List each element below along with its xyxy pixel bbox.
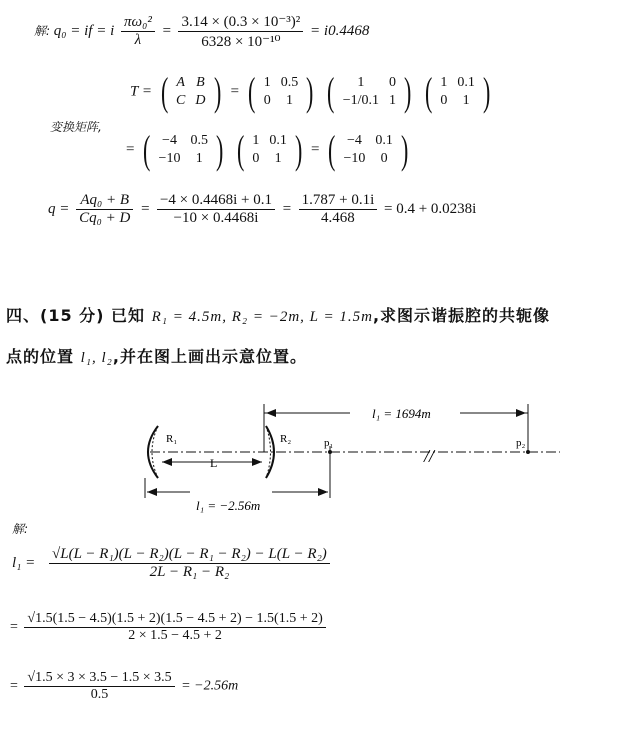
solution-label: 解: [34,23,51,38]
t-lhs: T = [130,83,152,100]
fraction-numeric: $\frac{\text{3.14 × (0.3 × 10⁻³)²}}{\text{6328 × 10⁻¹⁰}}$ [178,12,303,51]
label-r1: R₁ [166,433,178,445]
axis-break-mark: // [424,446,435,466]
point-p2 [526,450,530,454]
matrix-a: ( 1 0.5 0 1 ) [248,69,314,114]
q0-result: = i0.4468 [310,22,370,39]
t-matrix-equation: T = ( A B C D ) = ( 1 0.5 0 1 ) ( 1 0 −1/0.1 1 ) ( 1 0.1 0 1 ) [130,72,495,112]
transform-matrix-label: 变换矩阵, [50,120,102,134]
q0-equation: 解: q₀ = if = i $\frac{\text{πω₀²}}{\lambda}$ = $\frac{\text{3.14 × (0.3 × 10⁻³)²}}{\text{6328 × 10⁻¹⁰}}$ = i0.4468 [34,14,370,50]
matrix-product-equation: = ( −4 0.5 −10 1 ) ( 1 0.1 0 1 ) = ( −4 0.1 −10 0 ) [126,130,413,170]
l1-final-result: = −2.56m [181,678,239,694]
q-equation: q = $\frac{\text{Aq₀ + B}}{\text{Cq₀ + D}}$ = $\frac{-4 \times 0.4468i + 0.1}{-10 \times 0.4468i}$ = $\frac{1.787 + 0.1i}{4.468}$ = 0.4 + 0.0238i [48,192,477,226]
q-fraction-abcd: $\frac{\text{Aq₀ + B}}{\text{Cq₀ + D}}$ [76,192,133,227]
label-l1-top: l₁ = 1694m [372,406,431,421]
matrix-abcd: ( A B C D ) [160,69,221,114]
matrix-d: ( −4 0.5 −10 1 ) [143,127,224,172]
fraction-pi-omega: $\frac{\text{πω₀²}}{\lambda}$ [121,14,155,49]
q-lhs: q = [48,200,70,217]
label-p1: p₁ [324,437,334,449]
l1-substituted-fraction: $\frac{√1.5(1.5 - 4.5)(1.5 + 2)(1.5 - 4.5 + 2) - 1.5(1.5 + 2)}{2 \times 1.5 - 4.5 + 2}$ [24,611,325,644]
l1-substituted: = $\frac{√1.5(1.5 - 4.5)(1.5 + 2)(1.5 - 4.5 + 2) - 1.5(1.5 + 2)}{2 \times 1.5 - 4.5 + 2}$ [10,611,329,644]
l1-formula [12,546,333,581]
label-l1-bottom: l₁ = −2.56m [196,498,261,513]
problem4-line1: 四、(15 分) 已知 R₁ = 4.5m, R₂ = −2m, L = 1.5m,求图示谐振腔的共轭像 [6,306,551,325]
solution2-label: 解: [12,522,29,536]
label-p2: p₂ [516,437,526,449]
l1-general-fraction: $\frac{\text{√L(L − R₁)(L − R₂)(L − R₁ − R₂) − L(L − R₂)}}{\text{2L − R₁ − R₂}}$ [49,546,330,581]
matrix-c: ( 1 0.1 0 1 ) [425,69,491,114]
q-result: = 0.4 + 0.0238i [384,200,477,217]
point-p1 [328,450,332,454]
label-L: L [210,456,218,470]
l1-final-fraction: $\frac{√1.5 \times 3 \times 3.5 - 1.5 \times 3.5}{0.5}$ [24,670,174,703]
l1-lhs: l₁ = [12,554,36,571]
q0-lhs: q₀ = if = i [53,22,115,39]
matrix-b: ( 1 0 −1/0.1 1 ) [327,69,412,114]
problem4-line2: 点的位置 l₁, l₂,并在图上画出示意位置。 [6,347,307,366]
l1-final: = $\frac{√1.5 \times 3 \times 3.5 - 1.5 \times 3.5}{0.5}$ = −2.56m [10,670,239,702]
matrix-f: ( −4 0.1 −10 0 ) [328,127,409,172]
matrix-e: ( 1 0.1 0 1 ) [237,127,303,172]
label-r2: R₂ [280,433,292,445]
q-fraction-simplified: $\frac{1.787 + 0.1i}{4.468}$ [299,192,378,227]
q-fraction-sub: $\frac{-4 \times 0.4468i + 0.1}{-10 \times 0.4468i}$ [157,192,275,227]
